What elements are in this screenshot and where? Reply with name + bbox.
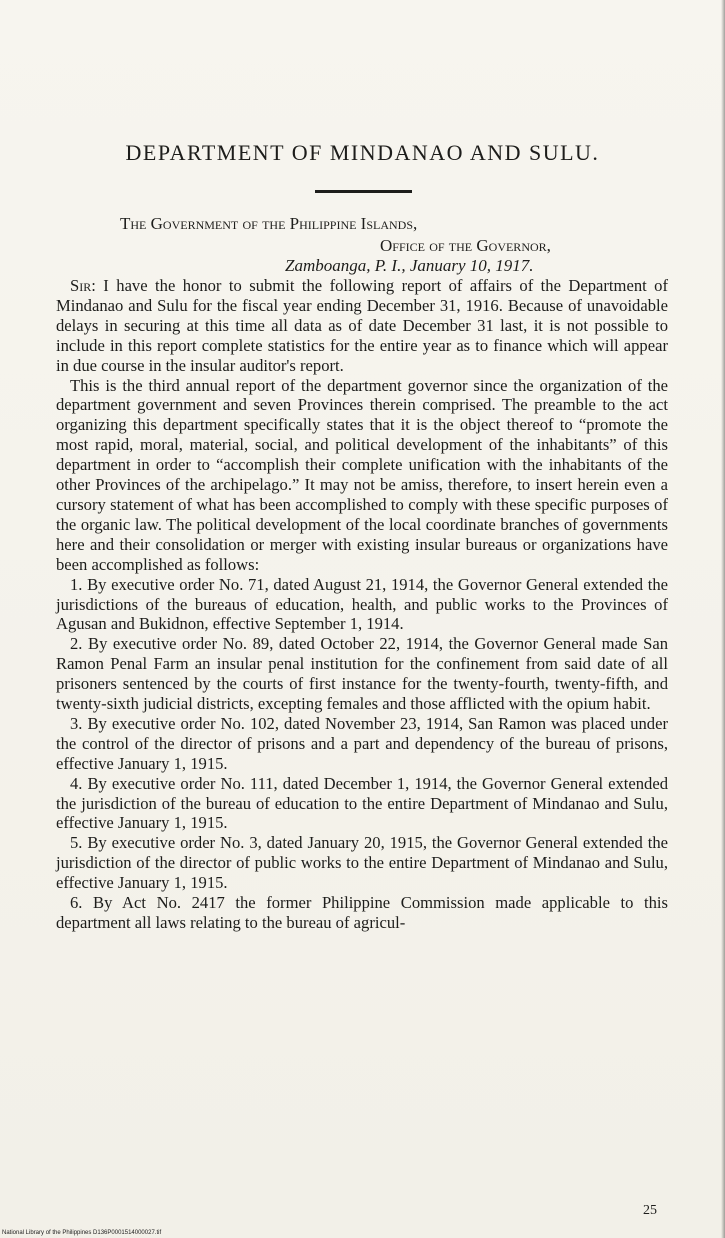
document-heading: DEPARTMENT OF MINDANAO AND SULU.	[125, 140, 600, 165]
page-edge-shadow	[721, 0, 725, 1238]
address-line-office: Office of the Governor,	[380, 236, 551, 255]
paragraph-item-1: 1. By executive order No. 71, dated August 21, 1914, the Governor General extended the jurisdictions of the bureaus of education, health, and public works to the Provinces of Agusan and Bukidnon, effective September 1, 1914.	[56, 574, 668, 634]
address-line-place-date: Zamboanga, P. I., January 10, 1917.	[285, 256, 534, 275]
salutation: Sir:	[70, 276, 96, 295]
paragraph-item-3: 3. By executive order No. 102, dated November 23, 1914, San Ramon was placed under the control of the director of prisons and a part and dependency of the bureau of prisons, effective January 1, 1915.	[56, 713, 668, 773]
paragraph-item-2: 2. By executive order No. 89, dated October 22, 1914, the Governor General made San Ramon Penal Farm an insular penal institution for the confinement from said date of all prisoners sentenced by the courts of first instance for the twenty-fourth, twenty-fifth, and twenty-sixth judicial districts, excepting females and those afflicted with the opium habit.	[56, 634, 668, 714]
paragraph-item-5: 5. By executive order No. 3, dated January 20, 1915, the Governor General extended the jurisdiction of the director of public works to the entire Department of Mindanao and Sulu, effective January 1, 1915.	[56, 833, 668, 893]
paragraph-third-annual-report: This is the third annual report of the department governor since the organization of the department government and seven Provinces therein comprised. The preamble to the act organizing this department specifically states that it is the object thereof to “promote the most rapid, moral, material, social, and political development of the inhabitants” of this department in order to “accomplish their complete unification with the inhabitants of the other Provinces of the archipelago.” It may not be amiss, therefore, to insert herein even a cursory statement of what has been accomplished to comply with these specific purposes of the organic law. The political development of the local coordinate branches of governments here and their consolidation or merger with existing insular bureaus or organizations have been accomplished as follows:	[56, 375, 668, 574]
paragraph-item-4: 4. By executive order No. 111, dated December 1, 1914, the Governor General extended the jurisdiction of the bureau of education to the entire Department of Mindanao and Sulu, effective January 1, 1915.	[56, 773, 668, 833]
library-footer: National Library of the Philippines D136P0001514000027.tif	[2, 1230, 162, 1236]
paragraph-intro-text: I have the honor to submit the following report of affairs of the Department of Mindanao and Sulu for the fiscal year ending December 31, 1916. Because of unavoidable delays in securing at this time all data as of date December 31 last, it is not possible to include in this report complete statistics for the entire year as to finance which will appear in due course in the insular auditor's report.	[56, 276, 668, 375]
page-number: 25	[643, 1203, 657, 1218]
paragraph-item-6: 6. By Act No. 2417 the former Philippine Commission made applicable to this department all laws relating to the bureau of agricul-	[56, 893, 668, 932]
paragraph-intro	[56, 276, 668, 376]
report-body	[56, 276, 668, 933]
address-line-government: The Government of the Philippine Islands,	[120, 214, 418, 233]
heading-rule	[315, 190, 412, 193]
